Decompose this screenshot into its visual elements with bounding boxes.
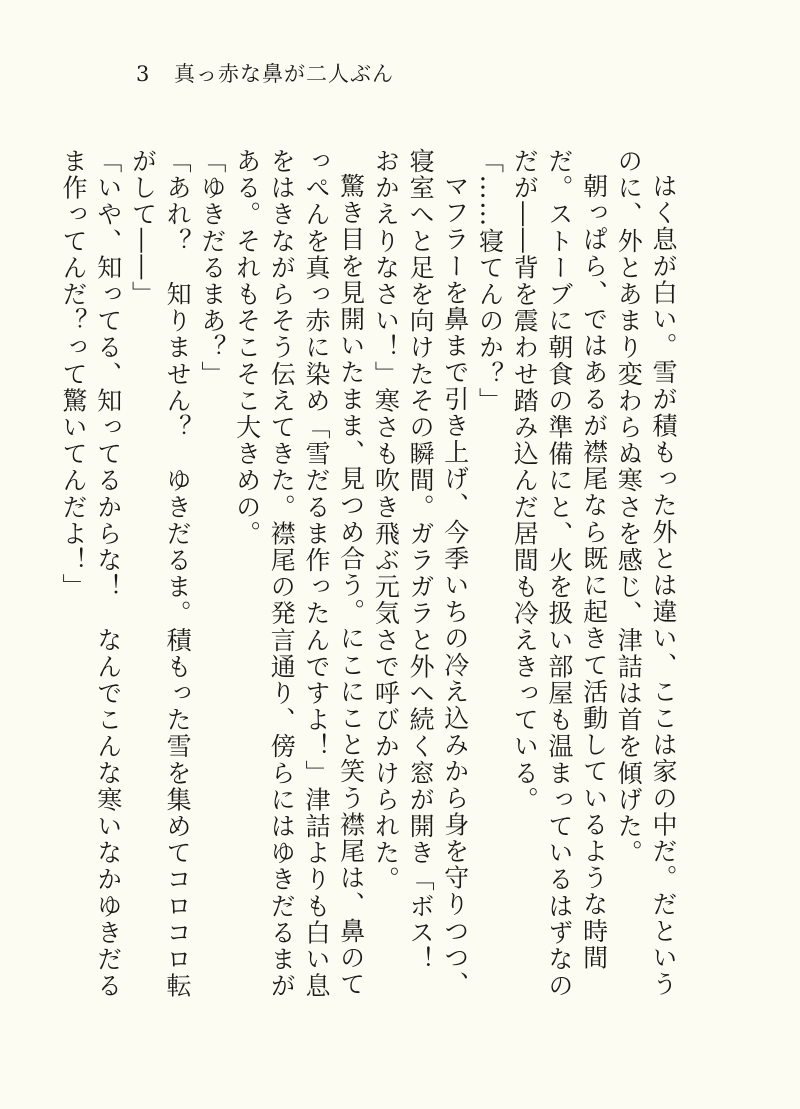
dialogue-line: 「……寝てんのか？」	[475, 148, 505, 414]
dialogue-line: 「いや、知ってる、知ってるからな！ なんでこんな寒いなかゆきだるま作ってんだ？って驚いてんだよ！」	[59, 148, 123, 1000]
dialogue-line: 「ゆきだるまあ？」	[197, 148, 227, 388]
paragraph: マフラーを鼻まで引き上げ、今季いちの冷え込みから身を守りつつ、寝室へと足を向けたその瞬間。ガラガラと外へ続く窓が開き「ボス！ おかえりなさい！」寒さも吹き飛ぶ元気さで呼びかけられた。	[371, 148, 470, 1000]
paragraph: 朝っぱら、ではあるが襟尾なら既に起きて活動しているような時間だ。ストーブに朝食の準備にと、火を扱い部屋も温まっているはずなのだが――背を震わせ踏み込んだ居間も冷えきっている。	[510, 148, 609, 1000]
paragraph: はく息が白い。雪が積もった外とは違い、ここは家の中だ。だというのに、外とあまり変わらぬ寒さを感じ、津詰は首を傾げた。	[614, 148, 678, 998]
dialogue-line: 「あれ？ 知りません？ ゆきだるま。積もった雪を集めてコロコロ転がして――」	[128, 148, 193, 1000]
body-text	[59, 148, 680, 1008]
paragraph: 驚き目を見開いたまま、見つめ合う。にこにこと笑う襟尾は、鼻のてっぺんを真っ赤に染め「雪だるま作ったんですよ！」津詰よりも白い息をはきながらそう伝えてきた。襟尾の発言通り、傍らにはゆきだるまがある。それもそこそこ大きめの。	[232, 148, 366, 1000]
page-number: 3	[136, 62, 150, 86]
chapter-title: 真っ赤な鼻が二人ぶん	[174, 62, 394, 86]
